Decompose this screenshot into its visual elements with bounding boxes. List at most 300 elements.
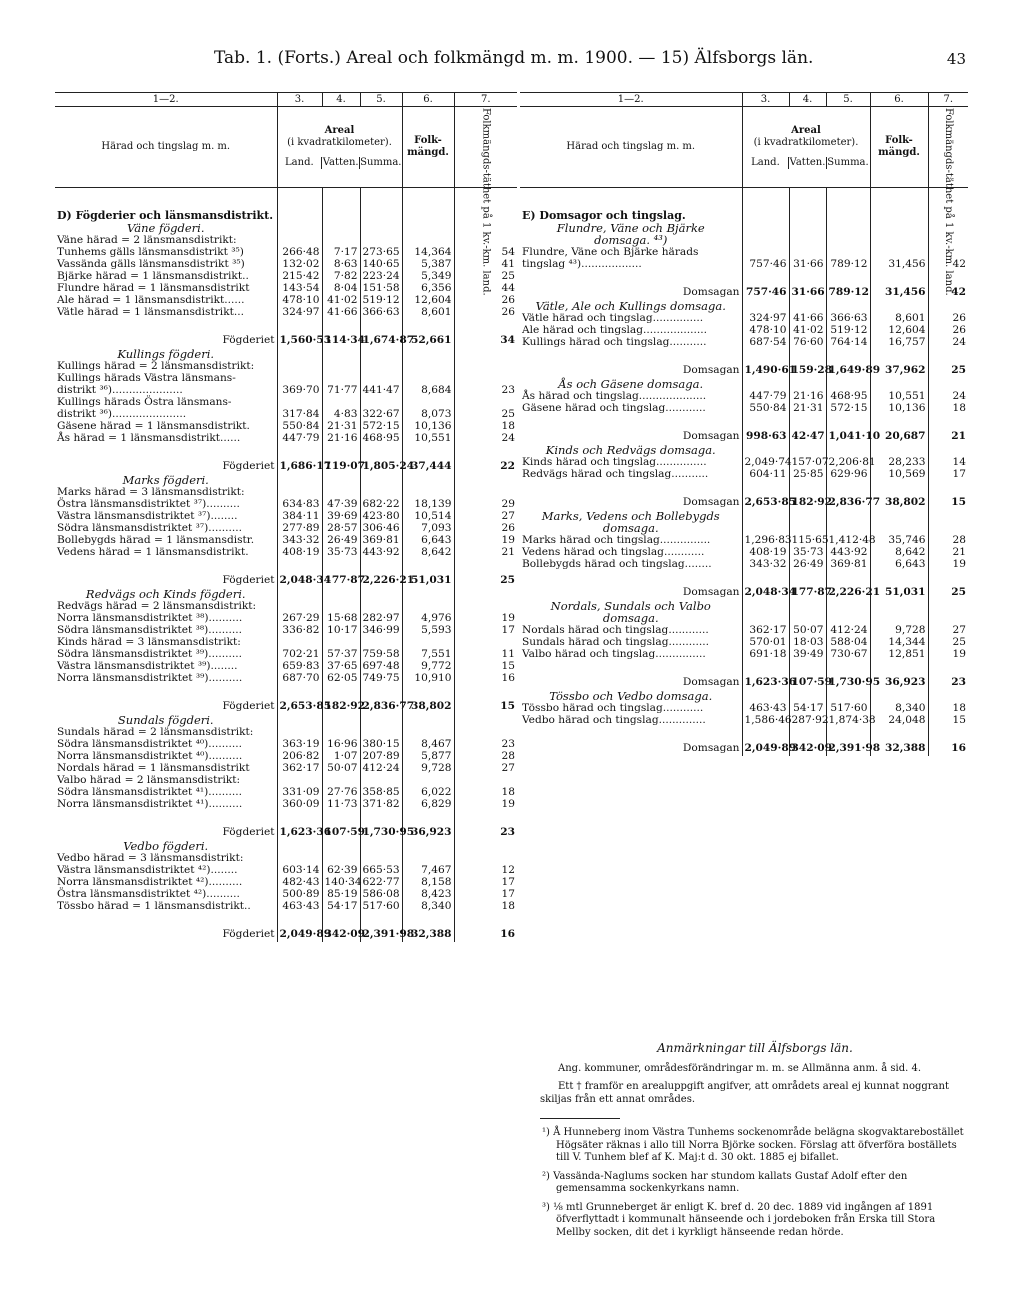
- cell-folkmangd: [402, 372, 454, 384]
- cell-summa: 322·67: [360, 408, 402, 420]
- notes-section: [540, 1042, 970, 1245]
- row-label: Kullings härad och tingslag...........: [522, 336, 707, 348]
- cell-folkmangd: [402, 636, 454, 648]
- cell-vatten: 54·17: [322, 900, 360, 912]
- cell-tathet: [454, 360, 517, 372]
- cell-folkmangd: 6,356: [402, 282, 454, 294]
- table-row: [520, 558, 968, 570]
- cell-tathet: 24: [454, 432, 517, 444]
- cell-tathet: 28: [454, 750, 517, 762]
- district-heading-row: [520, 444, 968, 456]
- cell-land: [742, 300, 789, 312]
- cell-land: 550·84: [742, 402, 789, 414]
- colnum-1: 1—2.: [55, 93, 277, 107]
- cell-folkmangd: [870, 444, 928, 456]
- cell-folkmangd: [402, 852, 454, 864]
- cell-folkmangd: [402, 222, 454, 234]
- cell-folkmangd: 9,728: [870, 624, 928, 636]
- table-row: [55, 234, 517, 246]
- cell-vatten: 11·73: [322, 798, 360, 810]
- cell-vatten: 115·65: [789, 534, 826, 546]
- cell-tathet: 19: [454, 798, 517, 810]
- row-label: Norra länsmansdistriktet ⁴²)..........: [57, 876, 243, 888]
- cell-vatten: [789, 444, 826, 456]
- cell-folkmangd: [402, 588, 454, 600]
- row-label: Vätle härad = 1 länsmansdistrikt...: [57, 306, 244, 318]
- cell-tathet: 26: [928, 312, 968, 324]
- row-label: Kinds härad och tingslag...............: [522, 456, 707, 468]
- row-label: Ås härad och tingslag....................: [522, 390, 707, 402]
- cell-land: 215·42: [277, 270, 322, 282]
- row-label: Gäsene härad = 1 länsmansdistrikt.: [57, 420, 250, 432]
- row-label: Vassända gälls länsmansdistrikt ³⁵): [57, 258, 245, 270]
- cell-tathet: 17: [454, 624, 517, 636]
- cell-land: 2,049·74: [742, 456, 789, 468]
- cell-land: [277, 852, 322, 864]
- cell-summa: [360, 852, 402, 864]
- cell-tathet: 25: [454, 558, 517, 588]
- cell-folkmangd: 32,388: [402, 912, 454, 942]
- cell-vatten: 57·37: [322, 648, 360, 660]
- colnum-3: 3.: [742, 93, 789, 107]
- header-areal-unit: (i kvadratkilometer).: [287, 137, 392, 148]
- section-heading-row: [520, 188, 968, 223]
- row-label: Sundals härad och tingslag............: [522, 636, 709, 648]
- row-label: Sundals härad = 2 länsmansdistrikt:: [57, 726, 254, 738]
- subtotal-row: [520, 270, 968, 300]
- cell-summa: 1,674·87: [360, 318, 402, 348]
- cell-land: [277, 372, 322, 384]
- district-heading-row: [520, 690, 968, 702]
- cell-land: 408·19: [742, 546, 789, 558]
- cell-summa: 665·53: [360, 864, 402, 876]
- row-label: Västra länsmansdistriktet ³⁷)........: [57, 510, 238, 522]
- right-table: [520, 92, 968, 756]
- table-row: [520, 534, 968, 546]
- cell-vatten: [789, 612, 826, 624]
- subtotal-row: [520, 726, 968, 756]
- row-label: Bjärke härad = 1 länsmansdistrikt..: [57, 270, 249, 282]
- cell-summa: 369·81: [826, 558, 870, 570]
- cell-vatten: [322, 222, 360, 234]
- cell-tathet: 23: [928, 660, 968, 690]
- row-label: Östra länsmansdistriktet ³⁷)..........: [57, 498, 240, 510]
- table-row: [55, 360, 517, 372]
- row-label: Västra länsmansdistriktet ³⁹)........: [57, 660, 238, 672]
- cell-vatten: [322, 360, 360, 372]
- cell-folkmangd: 8,467: [402, 738, 454, 750]
- row-label: Norra länsmansdistriktet ⁴¹)..........: [57, 798, 243, 810]
- cell-land: 447·79: [277, 432, 322, 444]
- table-row: [520, 258, 968, 270]
- cell-folkmangd: 8,073: [402, 408, 454, 420]
- cell-summa: 412·24: [360, 762, 402, 774]
- cell-summa: [360, 474, 402, 486]
- cell-tathet: 18: [928, 402, 968, 414]
- district-heading-row: [55, 222, 517, 234]
- cell-vatten: 7·17: [322, 246, 360, 258]
- cell-tathet: 28: [928, 534, 968, 546]
- row-label: E) Domsagor och tingslag.: [522, 209, 686, 222]
- cell-summa: [360, 774, 402, 786]
- cell-summa: 764·14: [826, 336, 870, 348]
- cell-land: 2,653·85: [742, 480, 789, 510]
- cell-tathet: 22: [454, 444, 517, 474]
- cell-vatten: 21·31: [322, 420, 360, 432]
- cell-vatten: 107·59: [322, 810, 360, 840]
- section-heading-row: [55, 188, 517, 223]
- row-label: Ås härad = 1 länsmansdistrikt......: [57, 432, 241, 444]
- header-areal: [277, 107, 402, 188]
- table-row: [55, 498, 517, 510]
- cell-vatten: 42·47: [789, 414, 826, 444]
- cell-vatten: 50·07: [322, 762, 360, 774]
- cell-land: 143·54: [277, 282, 322, 294]
- cell-summa: [826, 300, 870, 312]
- cell-folkmangd: 14,344: [870, 636, 928, 648]
- cell-tathet: 15: [928, 480, 968, 510]
- row-label: Väne härad = 2 länsmansdistrikt:: [57, 234, 237, 246]
- cell-tathet: 23: [454, 738, 517, 750]
- cell-vatten: 41·02: [789, 324, 826, 336]
- cell-vatten: 21·16: [789, 390, 826, 402]
- cell-folkmangd: [402, 840, 454, 852]
- row-label: Ale härad = 1 länsmansdistrikt......: [57, 294, 245, 306]
- cell-summa: 1,412·48: [826, 534, 870, 546]
- cell-summa: [360, 372, 402, 384]
- footnote-1: ¹) Å Hunneberg inom Västra Tunhems sockenområde belägna skogvaktarebostället Högsäter räknas i allo till Norra Björke socken. Förslag att öfverföra boställets till V. Tunhem blef af K. Maj:t d. 30 okt. 1885 ej bifallet.: [542, 1127, 964, 1163]
- cell-summa: 2,836·77: [360, 684, 402, 714]
- footnote-2: ²) Vassända-Naglums socken har stundom kallats Gustaf Adolf efter den gemensamma sockenkyrkans namn.: [542, 1170, 908, 1194]
- cell-vatten: 182·92: [322, 684, 360, 714]
- cell-tathet: [928, 444, 968, 456]
- cell-land: [742, 690, 789, 702]
- cell-folkmangd: 5,349: [402, 270, 454, 282]
- cell-tathet: [454, 588, 517, 600]
- cell-summa: [360, 360, 402, 372]
- cell-folkmangd: 38,802: [870, 480, 928, 510]
- cell-folkmangd: 28,233: [870, 456, 928, 468]
- cell-land: [277, 588, 322, 600]
- cell-summa: 358·85: [360, 786, 402, 798]
- cell-folkmangd: 7,551: [402, 648, 454, 660]
- notes-divider: [540, 1118, 620, 1119]
- colnum-4: 4.: [789, 93, 826, 107]
- cell-vatten: 342·09: [322, 912, 360, 942]
- header-tathet-text: Folkmängds-täthet på 1 kv.-km. land.: [942, 108, 954, 296]
- cell-land: 634·83: [277, 498, 322, 510]
- cell-folkmangd: 8,684: [402, 384, 454, 396]
- row-label: Södra länsmansdistriktet ³⁷)..........: [57, 522, 242, 534]
- cell-vatten: 1·07: [322, 750, 360, 762]
- cell-tathet: [454, 396, 517, 408]
- cell-vatten: 50·07: [789, 624, 826, 636]
- cell-land: 482·43: [277, 876, 322, 888]
- cell-land: 604·11: [742, 468, 789, 480]
- row-label: Södra länsmansdistriktet ³⁹)..........: [57, 648, 242, 660]
- cell-tathet: 44: [454, 282, 517, 294]
- row-label: Vedbo fögderi.: [123, 839, 209, 853]
- cell-summa: [826, 600, 870, 612]
- cell-summa: 2,391·98: [360, 912, 402, 942]
- footnote-3: ³) ⅛ mtl Grunneberget är enligt K. bref d. 20 dec. 1889 vid ingången af 1891 öfverflyttadt i kommunalt hänseende och i jordeboken från Erska till Stora Mellby socken, dit det i kyrkligt hänseende redan hörde.: [542, 1201, 936, 1238]
- cell-summa: 759·58: [360, 648, 402, 660]
- cell-land: 570·01: [742, 636, 789, 648]
- cell-vatten: 26·49: [322, 534, 360, 546]
- cell-vatten: [322, 774, 360, 786]
- cell-vatten: 26·49: [789, 558, 826, 570]
- cell-tathet: 25: [454, 408, 517, 420]
- table-row: [55, 900, 517, 912]
- cell-land: 463·43: [277, 900, 322, 912]
- cell-folkmangd: [870, 234, 928, 246]
- district-heading-row: [520, 222, 968, 234]
- table-row: [520, 648, 968, 660]
- cell-summa: [826, 444, 870, 456]
- cell-tathet: [454, 486, 517, 498]
- header-areal-unit: (i kvadratkilometer).: [753, 137, 859, 148]
- cell-tathet: 19: [454, 612, 517, 624]
- table-row: [520, 456, 968, 468]
- cell-folkmangd: 51,031: [870, 570, 928, 600]
- cell-summa: [360, 600, 402, 612]
- table-row: [520, 336, 968, 348]
- notes-paragraph-1: Ang. kommuner, områdesförändringar m. m. se Allmänna anm. å sid. 4.: [558, 1062, 922, 1074]
- header-summa: Summa.: [360, 157, 402, 168]
- cell-summa: 412·24: [826, 624, 870, 636]
- row-label: Vedbo härad och tingslag..............: [522, 714, 706, 726]
- cell-vatten: [322, 600, 360, 612]
- cell-vatten: 342·09: [789, 726, 826, 756]
- row-label: Fögderiet: [222, 460, 275, 472]
- cell-summa: 443·92: [826, 546, 870, 558]
- cell-vatten: 71·77: [322, 384, 360, 396]
- cell-vatten: 85·19: [322, 888, 360, 900]
- cell-summa: [360, 348, 402, 360]
- header-vatten: Vatten.: [322, 157, 359, 168]
- cell-tathet: 25: [928, 636, 968, 648]
- subtotal-row: [55, 912, 517, 942]
- cell-folkmangd: 12,604: [402, 294, 454, 306]
- district-heading-row: [520, 510, 968, 522]
- cell-folkmangd: 5,877: [402, 750, 454, 762]
- cell-tathet: [454, 474, 517, 486]
- row-label: Tössbo och Vedbo domsaga.: [549, 689, 713, 703]
- colnum-1: 1—2.: [520, 93, 742, 107]
- cell-tathet: 54: [454, 246, 517, 258]
- cell-folkmangd: 31,456: [870, 270, 928, 300]
- row-label: Södra länsmansdistriktet ⁴⁰)..........: [57, 738, 242, 750]
- cell-folkmangd: 5,593: [402, 624, 454, 636]
- cell-tathet: 17: [454, 888, 517, 900]
- cell-land: 324·97: [277, 306, 322, 318]
- row-label: Fögderiet: [222, 574, 275, 586]
- cell-tathet: [928, 510, 968, 522]
- cell-land: 362·17: [742, 624, 789, 636]
- cell-land: 324·97: [742, 312, 789, 324]
- row-label: Norra länsmansdistriktet ⁴⁰)..........: [57, 750, 243, 762]
- cell-tathet: [454, 714, 517, 726]
- cell-summa: 140·65: [360, 258, 402, 270]
- district-heading-row: [55, 714, 517, 726]
- cell-summa: [826, 188, 870, 223]
- row-label: Norra länsmansdistriktet ³⁸)..........: [57, 612, 243, 624]
- row-label: D) Fögderier och länsmansdistrikt.: [57, 209, 274, 222]
- cell-tathet: [454, 348, 517, 360]
- table-row: [55, 660, 517, 672]
- table-row: [55, 246, 517, 258]
- row-label: Fögderiet: [222, 928, 275, 940]
- row-label: distrikt ³⁶)......................: [57, 408, 187, 420]
- cell-summa: [826, 690, 870, 702]
- table-row: [520, 624, 968, 636]
- table-row: [520, 390, 968, 402]
- cell-tathet: 18: [928, 702, 968, 714]
- table-row: [55, 750, 517, 762]
- row-label: Ale härad och tingslag...................: [522, 324, 707, 336]
- cell-land: [742, 612, 789, 624]
- subtotal-row: [55, 810, 517, 840]
- cell-folkmangd: [402, 360, 454, 372]
- subtotal-row: [55, 684, 517, 714]
- header-land: Land.: [751, 157, 780, 168]
- cell-summa: 151·58: [360, 282, 402, 294]
- cell-folkmangd: 9,728: [402, 762, 454, 774]
- row-label: Domsagan: [682, 676, 740, 688]
- cell-summa: [360, 636, 402, 648]
- cell-land: 2,048·34: [277, 558, 322, 588]
- cell-vatten: 140·34: [322, 876, 360, 888]
- row-label: Kullings härad = 2 länsmansdistrikt:: [57, 360, 255, 372]
- cell-summa: [360, 588, 402, 600]
- cell-folkmangd: 6,643: [870, 558, 928, 570]
- cell-summa: [826, 522, 870, 534]
- row-label: domsaga. ⁴³): [594, 233, 668, 247]
- cell-vatten: [789, 246, 826, 258]
- table-row: [55, 546, 517, 558]
- row-label: Flundre, Väne och Bjärke härads: [522, 246, 699, 258]
- cell-vatten: 287·92: [789, 714, 826, 726]
- cell-vatten: [789, 600, 826, 612]
- cell-vatten: [322, 188, 360, 223]
- district-heading-row: [55, 840, 517, 852]
- row-label: Fögderiet: [222, 826, 275, 838]
- cell-tathet: 15: [454, 684, 517, 714]
- table-row: [55, 852, 517, 864]
- cell-land: [277, 636, 322, 648]
- cell-folkmangd: [870, 378, 928, 390]
- cell-folkmangd: 37,962: [870, 348, 928, 378]
- cell-folkmangd: 36,923: [870, 660, 928, 690]
- cell-folkmangd: 7,467: [402, 864, 454, 876]
- row-label: Marks fögderi.: [122, 473, 209, 487]
- row-label: Väne fögderi.: [126, 221, 205, 235]
- cell-folkmangd: [870, 612, 928, 624]
- table-row: [55, 306, 517, 318]
- cell-land: [742, 600, 789, 612]
- subtotal-row: [520, 414, 968, 444]
- row-label: domsaga.: [602, 611, 659, 625]
- cell-vatten: 8·63: [322, 258, 360, 270]
- cell-tathet: 34: [454, 318, 517, 348]
- cell-tathet: 42: [928, 270, 968, 300]
- cell-tathet: 21: [454, 546, 517, 558]
- cell-land: 267·29: [277, 612, 322, 624]
- district-heading-row: [520, 378, 968, 390]
- cell-folkmangd: 10,136: [402, 420, 454, 432]
- cell-land: 687·54: [742, 336, 789, 348]
- cell-vatten: 8·04: [322, 282, 360, 294]
- cell-folkmangd: 10,551: [402, 432, 454, 444]
- row-label: Flundre härad = 1 länsmansdistrikt: [57, 282, 250, 294]
- header-harad: Härad och tingslag m. m.: [55, 107, 277, 188]
- cell-folkmangd: 10,136: [870, 402, 928, 414]
- cell-folkmangd: 7,093: [402, 522, 454, 534]
- cell-land: 363·19: [277, 738, 322, 750]
- cell-folkmangd: [870, 600, 928, 612]
- row-label: Nordals härad = 1 länsmansdistrikt: [57, 762, 250, 774]
- table-row: [55, 258, 517, 270]
- cell-vatten: 28·57: [322, 522, 360, 534]
- table-row: [55, 420, 517, 432]
- header-folk: Folk-mängd.: [402, 107, 454, 188]
- cell-land: 478·10: [277, 294, 322, 306]
- cell-summa: 730·67: [826, 648, 870, 660]
- cell-summa: 468·95: [360, 432, 402, 444]
- cell-vatten: [322, 486, 360, 498]
- subtotal-row: [520, 480, 968, 510]
- page-number: 43: [946, 50, 966, 68]
- table-row: [55, 612, 517, 624]
- cell-vatten: [789, 522, 826, 534]
- row-label: Vedbo härad = 3 länsmansdistrikt:: [57, 852, 244, 864]
- table-row: [55, 648, 517, 660]
- row-label: Kinds härad = 3 länsmansdistrikt:: [57, 636, 241, 648]
- cell-land: 1,296·83: [742, 534, 789, 546]
- cell-tathet: 26: [928, 324, 968, 336]
- cell-vatten: 37·65: [322, 660, 360, 672]
- cell-vatten: 182·92: [789, 480, 826, 510]
- cell-vatten: [322, 234, 360, 246]
- cell-tathet: 26: [454, 522, 517, 534]
- cell-land: 336·82: [277, 624, 322, 636]
- cell-folkmangd: 8,642: [402, 546, 454, 558]
- row-label: Redvägs härad = 2 länsmansdistrikt:: [57, 600, 257, 612]
- page-header: [0, 48, 1024, 78]
- cell-summa: [826, 510, 870, 522]
- cell-tathet: 41: [454, 258, 517, 270]
- table-row: [520, 546, 968, 558]
- table-row: [55, 762, 517, 774]
- table-row: [55, 270, 517, 282]
- row-label: Nordals, Sundals och Valbo: [550, 599, 711, 613]
- page-title: Tab. 1. (Forts.) Areal och folkmängd m. m. 1900. — 15) Älfsborgs län.: [214, 48, 814, 68]
- cell-summa: 1,805·24: [360, 444, 402, 474]
- cell-tathet: 11: [454, 648, 517, 660]
- cell-summa: 749·75: [360, 672, 402, 684]
- header-areal-title: Areal: [791, 125, 821, 136]
- subtotal-row: [520, 348, 968, 378]
- cell-land: [277, 774, 322, 786]
- cell-folkmangd: 10,910: [402, 672, 454, 684]
- cell-vatten: 16·96: [322, 738, 360, 750]
- cell-tathet: 24: [928, 390, 968, 402]
- cell-tathet: [928, 612, 968, 624]
- notes-paragraph-2: Ett † framför en arealuppgift angifver, att områdets areal ej kunnat noggrant skiljas från ett annat områdes.: [540, 1081, 949, 1105]
- cell-land: 384·11: [277, 510, 322, 522]
- cell-tathet: 25: [928, 348, 968, 378]
- table-row: [520, 714, 968, 726]
